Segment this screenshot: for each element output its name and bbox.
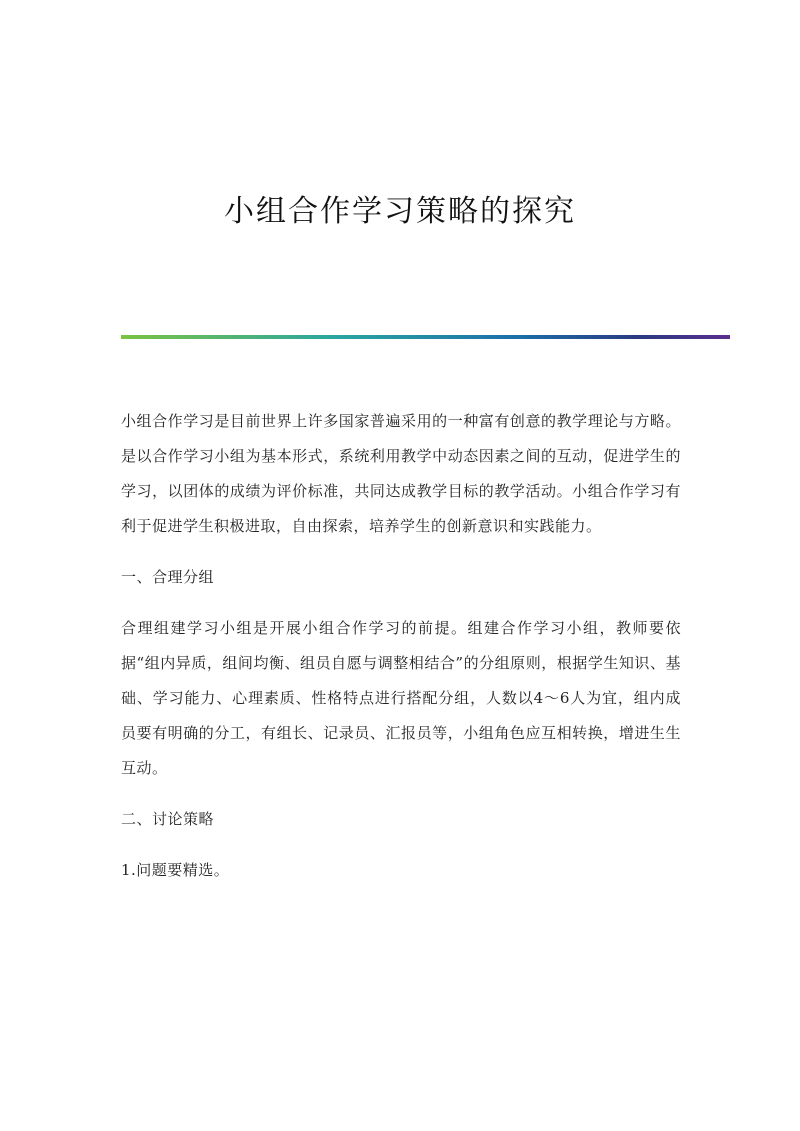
discussion-item-1: 1.问题要精选。 xyxy=(121,861,230,879)
section-heading-grouping: 一、合理分组 xyxy=(121,568,215,586)
grouping-paragraph: 合理组建学习小组是开展小组合作学习的前提。组建合作学习小组，教师要依据“组内异质，组间均衡、组员自愿与调整相结合”的分组原则，根据学生知识、基础、学习能力、心理素质、性格特点进行搭配分组，人数以4～6人为宜，组内成员要有明确的分工，有组长、记录员、汇报员等，小组角色应互相转换，增进生生互动。 xyxy=(121,619,681,777)
title-divider xyxy=(121,335,730,339)
page-title: 小组合作学习策略的探究 xyxy=(224,194,576,229)
document-body xyxy=(121,404,681,904)
intro-paragraph: 小组合作学习是目前世界上许多国家普遍采用的一种富有创意的教学理论与方略。是以合作学习小组为基本形式，系统利用教学中动态因素之间的互动，促进学生的学习，以团体的成绩为评价标准，共同达成教学目标的教学活动。小组合作学习有利于促进学生积极进取，自由探索，培养学生的创新意识和实践能力。 xyxy=(121,412,681,535)
section-heading-discussion: 二、讨论策略 xyxy=(121,810,215,828)
